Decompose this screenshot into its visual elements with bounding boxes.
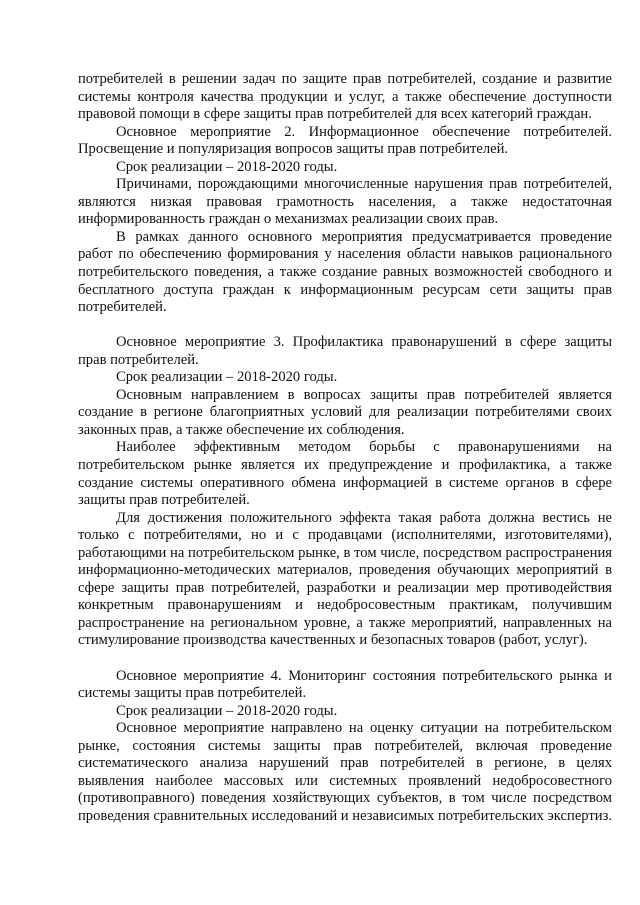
paragraph-gap (78, 317, 612, 335)
paragraph-measure-2-term: Срок реализации – 2018-2020 годы. (116, 158, 338, 175)
paragraph-measure-3-work: Для достижения положительного эффекта такая работа должна вестись не только с потребителями, но и с продавцами (исполнителями, изготовителями), работающими на потребительском рынке, в том числе, посредством распространения информационно-методических материалов, проведения обучающих мероприятий в сфере защиты прав потребителей, разработки и реализации мер противодействия конкретным правонарушениям и недобросовестным практикам, получившим распространение на региональном уровне, а также мероприятий, направленных на стимулирование производства качественных и безопасных товаров (работ, услуг). (78, 509, 612, 649)
paragraph-measure-3-direction: Основным направлением в вопросах защиты прав потребителей является создание в регионе благоприятных условий для реализации потребителями своих законных прав, а также обеспечение их соблюдения. (78, 386, 612, 438)
document-page (78, 71, 612, 825)
paragraph-measure-2-description: В рамках данного основного мероприятия предусматривается проведение работ по обеспечению формирования у населения области навыков рационального потребительского поведения, а также создание равных возможностей свободного и бесплатного доступа граждан к информационным ресурсам сети защиты прав потребителей. (78, 228, 612, 316)
paragraph-measure-4-term: Срок реализации – 2018-2020 годы. (116, 702, 338, 719)
paragraph-measure-3-title: Основное мероприятие 3. Профилактика правонарушений в сфере защиты прав потребителей. (78, 334, 612, 368)
paragraph-measure-4-title: Основное мероприятие 4. Мониторинг состояния потребительского рынка и системы защиты прав потребителей. (78, 667, 612, 702)
paragraph-gap (78, 650, 612, 668)
paragraph-measure-2-reasons: Причинами, порождающими многочисленные нарушения прав потребителей, являются низкая правовая грамотность населения, а также недостаточная информированность граждан о механизмах реализации своих прав. (78, 176, 612, 228)
paragraph-measure-2-title: Основное мероприятие 2. Информационное обеспечение потребителей. Просвещение и популяризация вопросов защиты прав потребителей. (78, 123, 612, 158)
paragraph-measure-3-method: Наиболее эффективным методом борьбы с правонарушениями на потребительском рынке является их предупреждение и профилактика, а также создание системы оперативного обмена информацией в системе органов в сфере защиты прав потребителей. (78, 439, 612, 509)
paragraph-continuation: потребителей в решении задач по защите прав потребителей, создание и развитие системы контроля качества продукции и услуг, а также обеспечение доступности правовой помощи в сфере защиты прав потребителей для всех категорий граждан. (78, 71, 612, 123)
paragraph-measure-4-description: Основное мероприятие направлено на оценку ситуации на потребительском рынке, состояния системы защиты прав потребителей, включая проведение систематического анализа нарушений прав потребителей в регионе, в целях выявления наиболее массовых или системных проявлений недобросовестного (противоправного) поведения хозяйствующих субъектов, в том числе посредством проведения сравнительных исследований и независимых потребительских экспертиз. (78, 720, 612, 824)
paragraph-measure-3-term: Срок реализации – 2018-2020 годы. (116, 369, 338, 386)
